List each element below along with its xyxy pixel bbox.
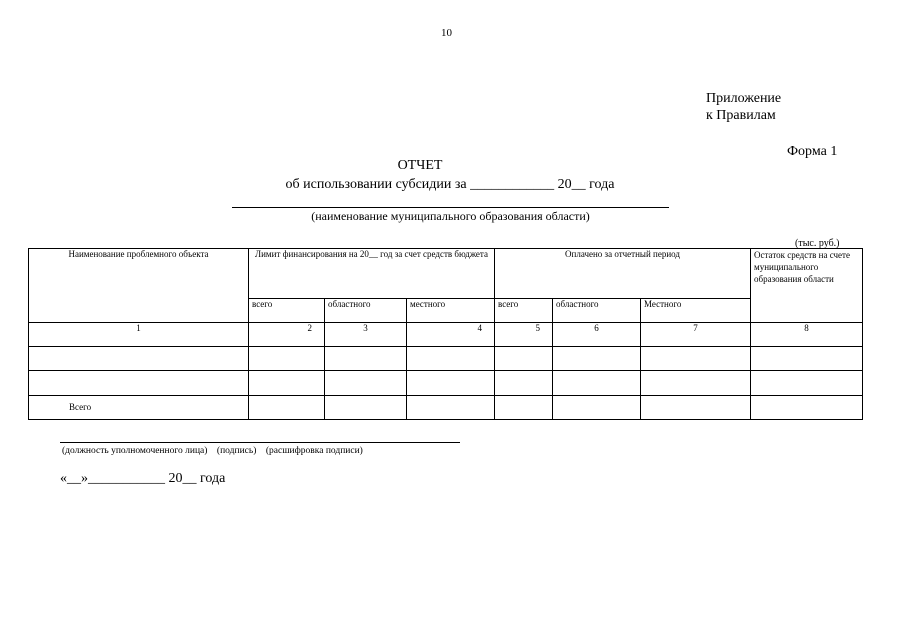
- table-cell[interactable]: [407, 371, 495, 395]
- units-label: (тыс. руб.): [795, 238, 840, 249]
- table-cell[interactable]: [495, 371, 553, 395]
- column-number: 4: [407, 322, 495, 346]
- municipality-name-line: [232, 207, 669, 208]
- table-cell[interactable]: [249, 371, 325, 395]
- total-row: [29, 395, 863, 419]
- table-cell[interactable]: [553, 347, 641, 371]
- table-cell[interactable]: [553, 371, 641, 395]
- column-number: 7: [641, 322, 751, 346]
- table-cell[interactable]: [641, 371, 751, 395]
- table-cell[interactable]: [641, 395, 751, 419]
- signature-caption: (должность уполномоченного лица) (подпись) (расшифровка подписи): [62, 446, 363, 456]
- subheader-limit-total: всего: [249, 298, 325, 322]
- column-number-row: [29, 322, 863, 346]
- table-cell[interactable]: [325, 371, 407, 395]
- header-remainder: Остаток средств на счете муниципального образования области: [751, 249, 863, 323]
- total-label: Всего: [29, 395, 249, 419]
- table-cell[interactable]: [495, 395, 553, 419]
- column-number: 5: [495, 322, 553, 346]
- subheader-limit-local: местного: [407, 298, 495, 322]
- table-cell[interactable]: [751, 371, 863, 395]
- municipality-name-caption: (наименование муниципального образования области): [311, 209, 590, 223]
- report-subtitle: об использовании субсидии за ____________ 20__ года: [285, 177, 615, 192]
- header-object-name: Наименование проблемного объекта: [29, 249, 249, 323]
- column-number: 3: [325, 322, 407, 346]
- subheader-paid-total: всего: [495, 298, 553, 322]
- table-cell[interactable]: [407, 347, 495, 371]
- table-row: [29, 371, 863, 395]
- appendix-line-1: Приложение: [706, 91, 782, 106]
- header-paid: Оплачено за отчетный период: [495, 249, 751, 299]
- header-row: [29, 249, 863, 299]
- table-cell[interactable]: [29, 347, 249, 371]
- table-row: [29, 347, 863, 371]
- subheader-limit-regional: областного: [325, 298, 407, 322]
- column-number: 8: [751, 322, 863, 346]
- page-number: 10: [441, 27, 452, 39]
- table-cell[interactable]: [249, 395, 325, 419]
- form-label: Форма 1: [787, 144, 838, 159]
- report-title: ОТЧЕТ: [397, 158, 443, 173]
- table-cell[interactable]: [249, 347, 325, 371]
- header-limit: Лимит финансирования на 20__ год за счет средств бюджета: [249, 249, 495, 299]
- table-cell[interactable]: [325, 347, 407, 371]
- table-cell[interactable]: [553, 395, 641, 419]
- table-cell[interactable]: [751, 347, 863, 371]
- column-number: 6: [553, 322, 641, 346]
- subheader-paid-regional: областного: [553, 298, 641, 322]
- appendix-line-2: к Правилам: [706, 108, 776, 123]
- signature-line: [60, 442, 460, 443]
- report-table: [28, 248, 863, 420]
- table-cell[interactable]: [325, 395, 407, 419]
- table-cell[interactable]: [407, 395, 495, 419]
- column-number: 1: [29, 322, 249, 346]
- date-line: «__»___________ 20__ года: [60, 471, 226, 486]
- table-cell[interactable]: [751, 395, 863, 419]
- table-cell[interactable]: [495, 347, 553, 371]
- table-cell[interactable]: [29, 371, 249, 395]
- subheader-paid-local: Местного: [641, 298, 751, 322]
- appendix-header: [706, 90, 781, 124]
- table-cell[interactable]: [641, 347, 751, 371]
- column-number: 2: [249, 322, 325, 346]
